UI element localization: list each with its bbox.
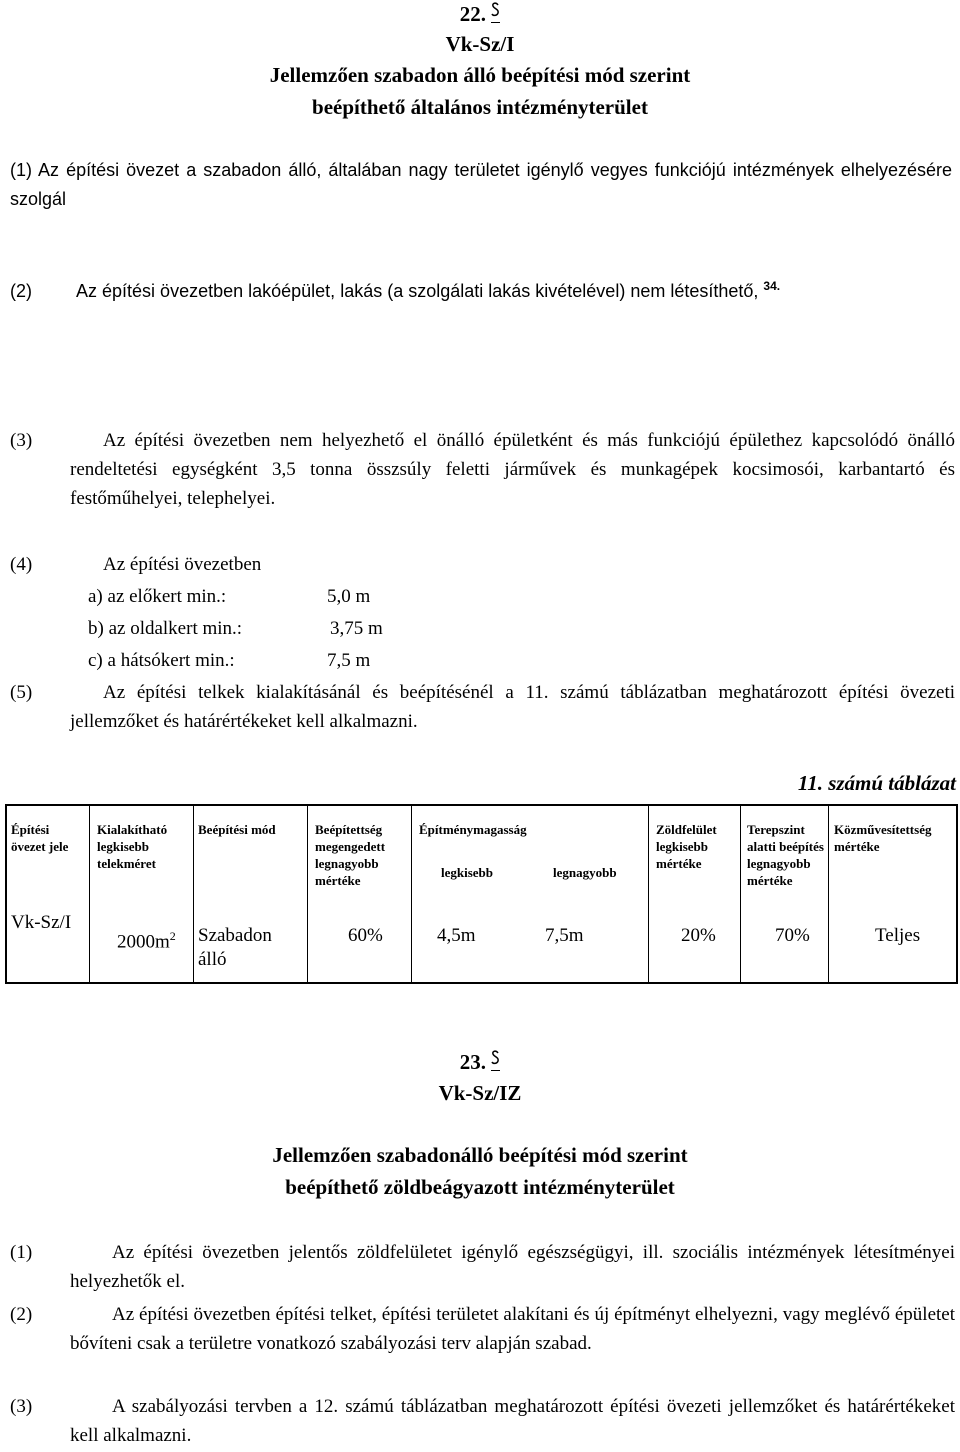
section-22-paragraph-3: Az építési övezetben nem helyezhető el önálló épületként és más funkciójú épülethez kapcsolódó önálló rendeltetési egységként 3,5 tonna összsúly feletti járművek és munkagépek kocsimosói, karbantartó és festőműhelyei, telephelyei. — [70, 430, 955, 509]
column-divider — [307, 806, 308, 982]
setback-rear-label: c) a hátsókert min.: — [88, 650, 235, 671]
mode-line1: Szabadon — [198, 925, 272, 946]
section-23-paragraph-1-number: (1) — [10, 1242, 33, 1263]
section-22-paragraph-3-number: (3) — [10, 430, 33, 451]
section-22-paragraph-4: Az építési övezetben — [103, 554, 262, 575]
header-max-underground: Terepszint alatti beépítés legnagyobb mértéke — [747, 822, 824, 888]
header-min-lot: Kialakítható legkisebb telekméret — [97, 822, 168, 871]
mode-line2: álló — [198, 949, 227, 970]
setback-front-value: 5,0 m — [327, 586, 371, 607]
column-divider — [828, 806, 829, 982]
section-22-title-line2: beépíthető általános intézményterület — [312, 95, 648, 119]
header-building-height: Építménymagasság — [419, 822, 527, 837]
setback-rear-value: 7,5 m — [327, 650, 371, 671]
section-23-title-line1: Jellemzően szabadonálló beépítési mód szerint — [272, 1143, 688, 1167]
header-max-coverage: Beépítettség megengedett legnagyobb mértéke — [315, 822, 386, 888]
section-22-paragraph-2 — [10, 272, 952, 306]
cell-green: 20% — [681, 925, 716, 946]
section-22-paragraph-5-number: (5) — [10, 682, 33, 703]
column-divider — [193, 806, 194, 982]
cell-min-lot — [117, 924, 176, 954]
cell-building-mode — [198, 924, 272, 972]
header-utilities: Közművesítettség mértéke — [834, 822, 932, 854]
cell-height-min: 4,5m — [437, 925, 476, 946]
header-height-max: legnagyobb — [553, 865, 617, 880]
section-23-code: Vk-Sz/IZ — [438, 1081, 522, 1105]
section-22-title-line1: Jellemzően szabadon álló beépítési mód szerint — [269, 63, 691, 87]
section-sign-icon — [491, 2, 500, 23]
cell-utilities: Teljes — [875, 925, 921, 946]
column-divider — [740, 806, 741, 982]
column-divider — [411, 806, 412, 982]
cell-underground: 70% — [775, 925, 810, 946]
header-building-mode: Beépítési mód — [198, 822, 276, 837]
paragraph-text: Az építési övezetben lakóépület, lakás (a szolgálati lakás kivételével) nem létesíthető, — [76, 281, 759, 301]
cell-zone-code: Vk-Sz/I — [11, 912, 72, 933]
table-11-caption: 11. számú táblázat — [797, 771, 956, 795]
header-zone-code: Építési övezet jele — [11, 822, 69, 854]
section-sign-icon — [491, 1050, 500, 1071]
section-23-paragraph-3-number: (3) — [10, 1396, 33, 1417]
header-height-min: legkisebb — [441, 865, 494, 880]
column-divider — [89, 806, 90, 982]
lot-unit-superscript: 2 — [169, 929, 176, 943]
table-11 — [5, 804, 958, 984]
section-22-code: Vk-Sz/I — [445, 32, 515, 56]
footnote-ref: 34. — [763, 279, 781, 293]
header-min-green: Zöldfelület legkisebb mértéke — [656, 822, 717, 871]
cell-height-max: 7,5m — [545, 925, 584, 946]
section-23-paragraph-1: Az építési övezetben jelentős zöldfelületet igénylő egészségügyi, ill. szociális intézmények létesítményei helyezhetők el. — [70, 1242, 955, 1292]
paragraph-number: (2) — [10, 281, 32, 301]
section-23-paragraph-2: Az építési övezetben építési telket, építési területet alakítani és új építményt elhelyezni, vagy meglévő épületet bővíteni csak a területre vonatkozó szabályozási terv alapján szabad. — [70, 1304, 955, 1354]
lot-value: 2000m — [117, 931, 170, 953]
section-23-number — [0, 1050, 960, 1075]
section-23-paragraph-2-number: (2) — [10, 1304, 33, 1325]
section-number: 23. — [459, 1050, 486, 1074]
section-23-paragraph-3: A szabályozási tervben a 12. számú táblázatban meghatározott építési övezeti jellemzőket és határértékeket kell alkalmazni. — [70, 1396, 955, 1446]
section-22-number — [0, 2, 960, 27]
section-22-paragraph-5: Az építési telkek kialakításánál és beépítésénél a 11. számú táblázatban meghatározott építési övezeti jellemzőket és határértékeket kell alkalmazni. — [70, 682, 955, 732]
setback-side-label: b) az oldalkert min.: — [88, 618, 243, 639]
section-22-paragraph-1: (1) Az építési övezet a szabadon álló, általában nagy területet igénylő vegyes funkciójú intézmények elhelyezésére szolgál — [10, 160, 952, 209]
section-22-paragraph-4-number: (4) — [10, 554, 33, 575]
setback-front-label: a) az előkert min.: — [88, 586, 227, 607]
column-divider — [648, 806, 649, 982]
cell-coverage: 60% — [348, 925, 383, 946]
section-number: 22. — [459, 2, 486, 26]
setback-side-value: 3,75 m — [330, 618, 383, 639]
section-23-title-line2: beépíthető zöldbeágyazott intézményterület — [285, 1175, 675, 1199]
